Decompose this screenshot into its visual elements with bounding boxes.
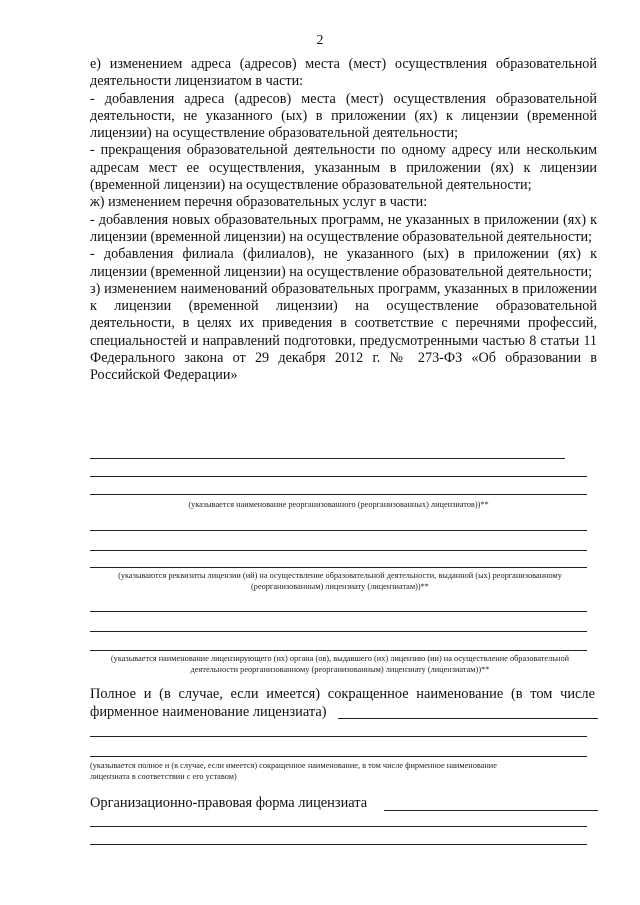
fill-line[interactable] xyxy=(90,458,565,459)
legal-form-label: Организационно-правовая форма лицензиата xyxy=(90,795,368,811)
fill-line[interactable] xyxy=(90,844,587,845)
document-body xyxy=(90,56,597,385)
fill-line[interactable] xyxy=(90,826,587,827)
legal-form-input-line[interactable] xyxy=(384,810,598,811)
fill-line[interactable] xyxy=(90,476,587,477)
caption-license-details: (указываются реквизиты лицензии (ий) на осуществление образовательной деятельности, выданной (ых) реорганизованному (реорганизованным) лицензиату (лицензиатам))** xyxy=(118,571,562,591)
caption-full-name: (указывается полное и (в случае, если имеется) сокращенное наименование, в том числе фирменное наименование лицензиата в соответствии с его уставом) xyxy=(90,761,497,781)
fill-line[interactable] xyxy=(90,567,587,568)
fill-line[interactable] xyxy=(90,494,587,495)
paragraph-zh: ж) изменением перечня образовательных услуг в части: xyxy=(90,194,428,211)
full-name-input-line[interactable] xyxy=(338,718,598,719)
paragraph-e-stop: - прекращения образовательной деятельности по одному адресу или нескольким адресам мест ее осуществления, указанным в приложении (ях) к лицензии (временной лицензии) на осуществление образовательной деятельности; xyxy=(90,142,597,194)
fill-line[interactable] xyxy=(90,611,587,612)
caption-reorganized-name: (указывается наименование реорганизованного (реорганизованных) лицензиатов))** xyxy=(188,500,489,509)
paragraph-zh-branches: - добавления филиала (филиалов), не указанного (ых) в приложении (ях) к лицензии (временной лицензии) на осуществление образовательной деятельности; xyxy=(90,246,597,280)
paragraph-e-add: - добавления адреса (адресов) места (мест) осуществления образовательной деятельности, не указанного (ых) в приложении (ях) к лицензии (временной лицензии) на осуществление образовательной деятельности; xyxy=(90,90,597,142)
fill-line[interactable] xyxy=(90,736,587,737)
full-name-label: Полное и (в случае, если имеется) сокращенное наименование (в том числе фирменное наименование лицензиата) xyxy=(90,686,595,720)
page-number: 2 xyxy=(316,33,324,48)
caption-licensing-authority: (указывается наименование лицензирующего (их) органа (ов), выдавшего (их) лицензию (ии) на осуществление образовательной деятельности реорганизованному (реорганизованным) лицензиату (лицензиатам))** xyxy=(110,654,570,674)
paragraph-e: е) изменением адреса (адресов) места (мест) осуществления образовательной деятельности лицензиатом в части: xyxy=(90,56,597,90)
fill-line[interactable] xyxy=(90,550,587,551)
fill-line[interactable] xyxy=(90,530,587,531)
paragraph-zh-programs: - добавления новых образовательных программ, не указанных в приложении (ях) к лицензии (временной лицензии) на осуществление образовательной деятельности; xyxy=(90,211,597,245)
paragraph-z: з) изменением наименований образовательных программ, указанных в приложении к лицензии (временной лицензии) на осуществление образовательной деятельности, в целях их приведения в соответствие с перечнями профессий, специальностей и направлений подготовки, предусмотренными частью 8 статьи 11 Федерального закона от 29 декабря 2012 г. № 273-ФЗ «Об образовании в Российской Федерации» xyxy=(90,280,597,384)
fill-line[interactable] xyxy=(90,631,587,632)
fill-line[interactable] xyxy=(90,756,587,757)
fill-line[interactable] xyxy=(90,650,587,651)
